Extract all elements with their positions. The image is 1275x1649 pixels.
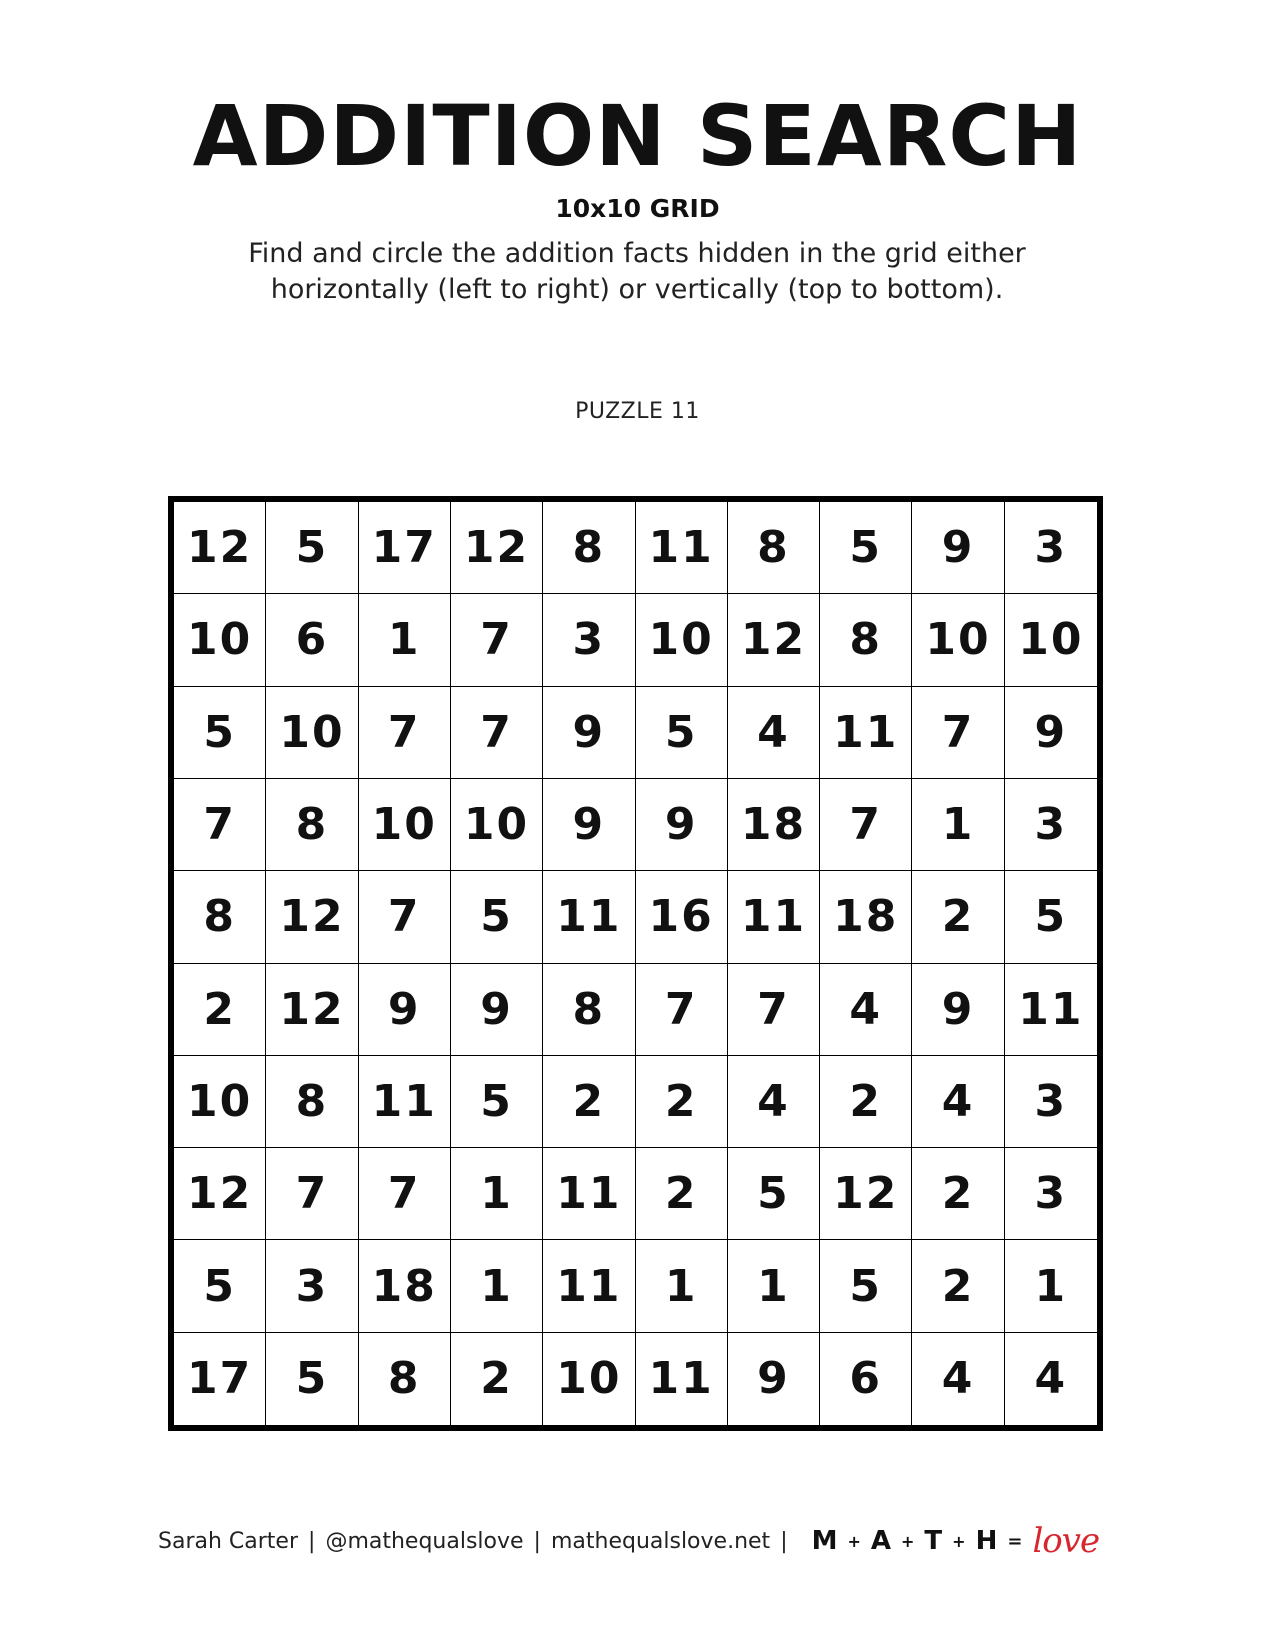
grid-cell[interactable]: 7 [451, 594, 543, 686]
grid-cell[interactable]: 8 [543, 964, 635, 1056]
grid-cell[interactable]: 1 [1005, 1240, 1097, 1332]
grid-cell[interactable]: 2 [543, 1056, 635, 1148]
grid-cell[interactable]: 1 [359, 594, 451, 686]
grid-cell[interactable]: 5 [820, 1240, 912, 1332]
grid-cell[interactable]: 10 [359, 779, 451, 871]
grid-cell[interactable]: 1 [636, 1240, 728, 1332]
grid-cell[interactable]: 18 [820, 871, 912, 963]
grid-cell[interactable]: 7 [728, 964, 820, 1056]
grid-cell[interactable]: 2 [820, 1056, 912, 1148]
page-title: ADDITION SEARCH [192, 87, 1083, 185]
grid-cell[interactable]: 9 [912, 502, 1004, 594]
grid-cell[interactable]: 2 [451, 1333, 543, 1425]
grid-cell[interactable]: 6 [820, 1333, 912, 1425]
instructions-line-2: horizontally (left to right) or vertically (top to bottom). [270, 274, 1004, 305]
grid-cell[interactable]: 3 [1005, 502, 1097, 594]
footer-separator: | [308, 1528, 316, 1554]
grid-cell[interactable]: 8 [266, 779, 358, 871]
grid-cell[interactable]: 4 [728, 687, 820, 779]
grid-cell[interactable]: 18 [359, 1240, 451, 1332]
puzzle-label: PUZZLE 11 [575, 399, 700, 424]
grid-cell[interactable]: 12 [728, 594, 820, 686]
grid-cell[interactable]: 7 [820, 779, 912, 871]
grid-cell[interactable]: 10 [451, 779, 543, 871]
grid-cell[interactable]: 9 [636, 779, 728, 871]
grid-cell[interactable]: 2 [912, 1240, 1004, 1332]
grid-cell[interactable]: 2 [636, 1148, 728, 1240]
grid-cell[interactable]: 1 [451, 1148, 543, 1240]
grid-cell[interactable]: 10 [174, 1056, 266, 1148]
grid-cell[interactable]: 7 [636, 964, 728, 1056]
grid-cell[interactable]: 5 [636, 687, 728, 779]
logo-love-script: love [1032, 1521, 1100, 1561]
grid-cell[interactable]: 3 [266, 1240, 358, 1332]
grid-cell[interactable]: 5 [174, 1240, 266, 1332]
grid-cell[interactable]: 1 [451, 1240, 543, 1332]
grid-cell[interactable]: 11 [636, 502, 728, 594]
grid-cell[interactable]: 7 [266, 1148, 358, 1240]
grid-cell[interactable]: 4 [728, 1056, 820, 1148]
grid-cell[interactable]: 8 [728, 502, 820, 594]
grid-cell[interactable]: 9 [359, 964, 451, 1056]
grid-cell[interactable]: 11 [543, 871, 635, 963]
grid-cell[interactable]: 6 [266, 594, 358, 686]
grid-cell[interactable]: 5 [174, 687, 266, 779]
grid-cell[interactable]: 2 [912, 1148, 1004, 1240]
grid-cell[interactable]: 8 [543, 502, 635, 594]
grid-cell[interactable]: 5 [1005, 871, 1097, 963]
footer-separator: | [780, 1528, 788, 1554]
grid-cell[interactable]: 5 [728, 1148, 820, 1240]
grid-cell[interactable]: 2 [174, 964, 266, 1056]
grid-cell[interactable]: 5 [451, 1056, 543, 1148]
grid-cell[interactable]: 3 [1005, 779, 1097, 871]
grid-cell[interactable]: 7 [359, 1148, 451, 1240]
math-equals-love-logo [812, 1521, 1100, 1561]
grid-cell[interactable]: 9 [912, 964, 1004, 1056]
grid-size-subtitle: 10x10 GRID [555, 194, 720, 223]
grid-cell[interactable]: 2 [912, 871, 1004, 963]
footer-website: mathequalslove.net [550, 1528, 771, 1554]
grid-cell[interactable]: 2 [636, 1056, 728, 1148]
grid-cell[interactable]: 5 [266, 1333, 358, 1425]
grid-cell[interactable]: 4 [820, 964, 912, 1056]
grid-cell[interactable]: 18 [728, 779, 820, 871]
grid-cell[interactable]: 10 [174, 594, 266, 686]
grid-cell[interactable]: 11 [728, 871, 820, 963]
grid-cell[interactable]: 8 [359, 1333, 451, 1425]
grid-cell[interactable]: 4 [912, 1333, 1004, 1425]
grid-cell[interactable]: 11 [359, 1056, 451, 1148]
grid-cell[interactable]: 4 [1034, 1353, 1068, 1405]
instructions-line-1: Find and circle the addition facts hidden in the grid either [248, 238, 1026, 269]
grid-cell[interactable]: 11 [1005, 964, 1097, 1056]
grid-cell[interactable]: 5 [451, 871, 543, 963]
grid-cell[interactable]: 12 [266, 964, 358, 1056]
logo-letter-t: T [924, 1526, 943, 1556]
grid-cell[interactable]: 10 [266, 687, 358, 779]
grid-cell[interactable]: 12 [820, 1148, 912, 1240]
footer-separator: | [533, 1528, 541, 1554]
grid-cell[interactable]: 9 [451, 964, 543, 1056]
grid-cell[interactable]: 7 [912, 687, 1004, 779]
grid-cell[interactable]: 5 [266, 502, 358, 594]
grid-cell[interactable]: 8 [266, 1056, 358, 1148]
logo-plus: + [952, 1531, 966, 1551]
grid-cell[interactable]: 10 [543, 1333, 635, 1425]
instructions [187, 236, 1087, 308]
grid-cell[interactable]: 16 [636, 871, 728, 963]
footer [158, 1521, 1099, 1561]
grid-cell[interactable]: 8 [174, 871, 266, 963]
grid-cell[interactable]: 11 [543, 1240, 635, 1332]
grid-cell[interactable]: 7 [451, 687, 543, 779]
grid-cell[interactable]: 12 [266, 871, 358, 963]
logo-letter-a: A [870, 1526, 892, 1556]
grid-cell[interactable]: 3 [543, 594, 635, 686]
grid-cell[interactable]: 9 [543, 687, 635, 779]
grid-cell[interactable]: 8 [820, 594, 912, 686]
grid-cell[interactable]: 1 [912, 779, 1004, 871]
grid-cell[interactable]: 7 [359, 687, 451, 779]
grid-cell[interactable]: 10 [1005, 594, 1097, 686]
logo-plus: + [901, 1531, 915, 1551]
grid-cell[interactable]: 10 [636, 594, 728, 686]
grid-cell[interactable]: 10 [912, 594, 1004, 686]
grid-cell[interactable]: 12 [174, 502, 266, 594]
grid-cell[interactable]: 9 [728, 1333, 820, 1425]
logo-letter-h: H [975, 1526, 998, 1556]
grid-cell[interactable]: 4 [912, 1056, 1004, 1148]
logo-letter-m: M [811, 1526, 838, 1556]
grid-cell[interactable]: 11 [820, 687, 912, 779]
grid-cell[interactable]: 3 [1005, 1056, 1097, 1148]
grid-cell[interactable]: 11 [543, 1148, 635, 1240]
grid-cell[interactable]: 7 [174, 779, 266, 871]
grid-cell[interactable]: 1 [728, 1240, 820, 1332]
footer-handle: @mathequalslove [325, 1528, 524, 1554]
grid-cell[interactable]: 12 [451, 502, 543, 594]
grid-cell[interactable]: 12 [174, 1148, 266, 1240]
grid-cell[interactable]: 17 [359, 502, 451, 594]
grid-cell[interactable]: 7 [359, 871, 451, 963]
grid-cell[interactable]: 3 [1005, 1148, 1097, 1240]
logo-plus: + [847, 1531, 861, 1551]
grid-cell[interactable]: 17 [174, 1333, 266, 1425]
grid-cell[interactable]: 9 [1005, 687, 1097, 779]
footer-author: Sarah Carter [158, 1528, 299, 1554]
grid-cell[interactable]: 11 [636, 1333, 728, 1425]
number-grid [168, 496, 1103, 1431]
grid-cell[interactable]: 5 [820, 502, 912, 594]
grid-cell[interactable]: 9 [543, 779, 635, 871]
logo-equals: = [1007, 1530, 1023, 1552]
